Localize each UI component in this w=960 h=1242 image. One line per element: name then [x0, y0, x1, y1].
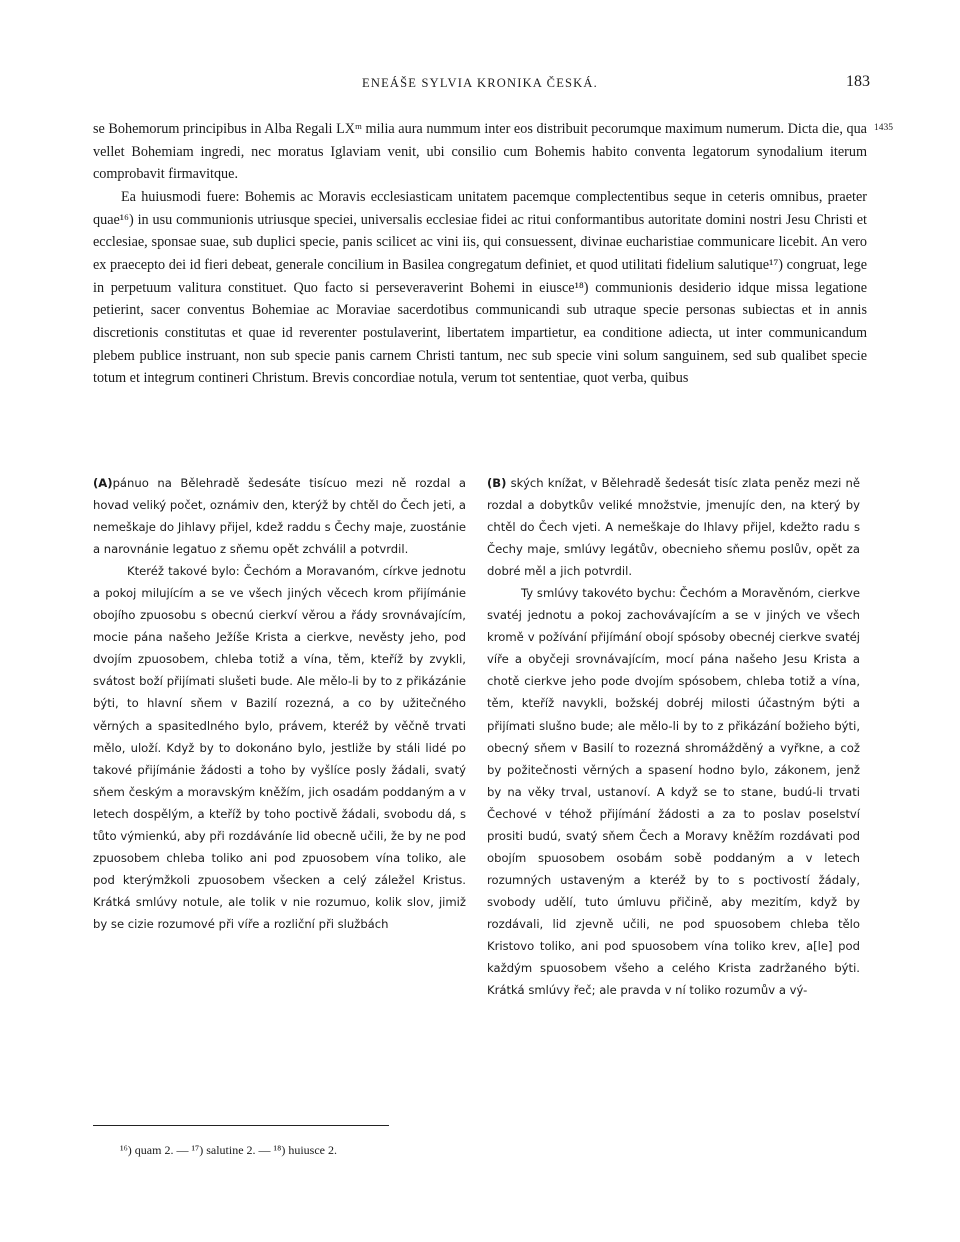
column-a-label: (A) [93, 476, 113, 490]
column-a-paragraph: Kteréž takové bylo: Čechóm a Moravanóm, církve jednotu a pokoj milujícím a se ve všech jiných věcech krom přijímánie obojího zpuosobu s obecnú cierkví věrou a řády srovnávajícím, mocie pána našeho Ježíše Krista a cierkve, nevěsty jeho, pod dvojím zpuosobem, chleba totiž a vína, těm, kteříž by zvykli, svátost boží přijímati slušeti bude. Ale mělo-li by to z přikázánie býti, to hlavní sňem v Bazilí rozezná, a co by užitečného věrných a spasitedlného bylo, právem, kteréž by věčně trvati mělo, uloží. Když by to dokonáno bylo, jestliže by stáli lidé po takové přijímánie žádosti a toho by vyšlíce posly žádali, svatý sňem českým a moravským kněžím, jich osadám poddaným a v letech dospělým, a kteříž by toho poctivě žádali, svobodu dá, s tůto výmienkú, aby při rozdáváníe lid obecně učili, že by ne pod zpuosobem chleba toliko ani pod zpuosobem vína toliko, ale pod kterýmžkoli zpuosobem všecken a celý záležel Kristus. Krátká smlúvy notule, ale tolik v nie rozumuo, kolik slov, jimiž by se cizie rozumové při víře a rozliční při službách [93, 564, 466, 931]
latin-paragraph: se Bohemorum principibus in Alba Regali LXᵐ milia aura nummum inter eos distribuit pecorumque maximum numerum. Dicta die, qua vellet Bohemiam ingredi, nec moratus Iglaviam venit, ubi consilio cum Bohemis habito conventa legatorum synodalium iterum comprobavit firmavitque. [93, 121, 867, 183]
running-head [90, 73, 870, 96]
latin-text-block [93, 118, 867, 390]
footnotes: ¹⁶) quam 2. — ¹⁷) salutine 2. — ¹⁸) huiusce 2. [120, 1143, 337, 1157]
column-b-paragraph: Ty smlúvy takovéto bychu: Čechóm a Moravěnóm, cierkve svatéj jednotu a pokoj zachovávajícím a se v jiných ve všech kromě v požívání přijímání obojí spósoby obecnéj cierkve svatéj víře a obyčeji srovnávajícím, mocí pána našeho Jesu Krista a chotě cierkve jeho pode dvojím spósobem, chleba totiž a vína, těm, kteříž navykli, božskéj dobréj milosti účastným býti a přijímati slušno bude; ale mělo-li by to z přikázání božieho býti, obecný sňem v Basilí to rozezná shromážděný a vyřkne, a což by požitečnosti věrných a spasení hodno bylo, zákonem, jenž by na věky trval, ustanoví. A když se to stane, budú-li trvati Čechové v téhož přijímání žádosti a za to poslav poselství prositi budú, svatý sňem Čech a Moravy kněžím rozdávati pod obojím spuosobem osobám sobě poddaným a v letech rozumných ustaveným a kteréž by to s poctivostí žádaly, svobody udělí, tuto úmluvu přičině, aby mezitím, když by rozdávali, lid zjevně učili, ne pod spuosobem chleba tělo Kristovo toliko, ani pod spuosobem vína toliko krev, a[le] pod každým spuosobem všeho a celého Krista zadržaného býti. Krátká smlúvy řeč; ale pravda v ní toliko rozumův a vý- [487, 586, 860, 998]
column-b-label: (B) [487, 476, 507, 490]
column-a-paragraph [93, 472, 466, 560]
column-a-text: pánuo na Bělehradě šedesáte tisícuo mezi ně rozdal a hovad veliký počet, oznámiv den, kterýž by chtěl do Čech jeti, a nemeškaje do Jihlavy přijel, kdež raddu s Čechy maje, zuostánie a narovnánie legatuo z sňemu opět zchválil a potvrdil. [93, 476, 466, 557]
translation-column-b [487, 472, 860, 1001]
column-b-paragraph [487, 472, 860, 582]
running-title: ENEÁŠE SYLVIA KRONIKA ČESKÁ. [362, 76, 598, 90]
translation-column-a [93, 472, 466, 935]
column-b-text: ských knížat, v Bělehradě šedesát tisíc zlata peněz mezi ně rozdal a dobytkův veliké množstvie, jmenujíc den, na který by chtěl do Čech vjeti. A nemeškaje do Ihlavy přijel, kdežto radu s Čechy maje, smlúvy legátův, obecnieho sňemu poslův, opět za dobré měl a jich potvrdil. [487, 476, 860, 579]
latin-paragraph: Ea huiusmodi fuere: Bohemis ac Moravis ecclesiasticam unitatem pacemque complectentibus seque in ceteris omnibus, praeter quae¹⁶) in usu communionis utriusque speciei, universalis ecclesiae fidei ac ritui conformantibus autoritate domini nostri Jesu Christi et ecclesiae, sponsae suae, sub duplici specie, panis scilicet ac vini iis, qui consuessent, divinae eucharistiae communicare licebit. An vero ex praecepto dei id fieri debeat, generale concilium in Basilea congregatum definiet, et quod utilitati fidelium salutique¹⁷) congruat, lege in perpetuum valitura constituet. Quo facto si perseveraverint Bohemi in eiusce¹⁸) communionis desiderio idque missa legatione petierint, sacer conventus Bohemiae ac Moraviae sacerdotibus communicandi sub utraque specie personas subiectas et in annis discretionis constitutas et quae id reverenter postulaverint, libertatem impartietur, ea conditione adiecta, ut inter communicandum plebem publice instruant, non sub specie panis carnem Christi tantum, nec sub specie vini solum sanguinem, sed sub qualibet specie totum et integrum contineri Christum. Brevis concordiae notula, verum tot sententiae, quot verba, quibus [93, 188, 867, 387]
margin-year-note: 1435 [874, 123, 893, 133]
page-number: 183 [846, 73, 870, 90]
footnote-divider [93, 1125, 389, 1126]
